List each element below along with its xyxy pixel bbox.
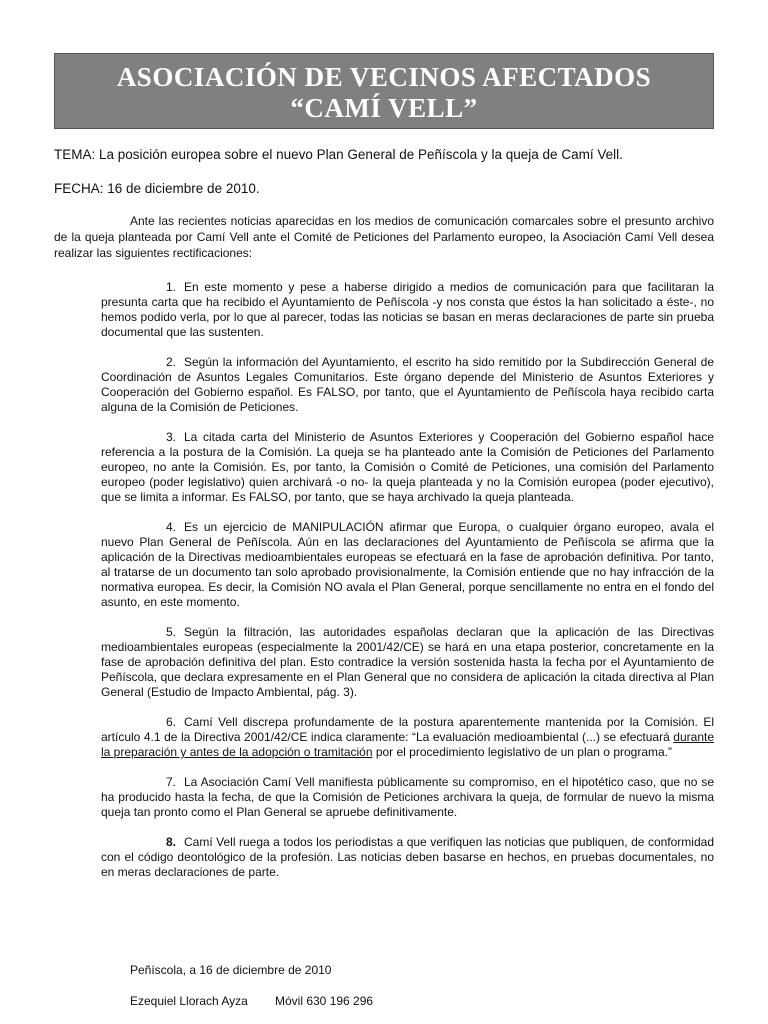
item-number: 4. bbox=[165, 520, 176, 534]
item-number: 2. bbox=[165, 355, 176, 369]
item-text: La Asociación Camí Vell manifiesta públicamente su compromiso, en el hipotético caso, que no se ha producido hasta la fecha, de que la Comisión de Peticiones archivara la queja, de formular de nuevo la misma queja tan pronto como el Plan General se apruebe definitivamente. bbox=[101, 775, 714, 819]
list-item bbox=[101, 715, 714, 760]
item-text: Según la filtración, las autoridades españolas declaran que la aplicación de las Directivas medioambientales europeas (especialmente la 2001/42/CE) se hará en una etapa posterior, concretamente en la fase de aprobación definitiva del plan. Esto contradice la versión sostenida hasta la fecha por el Ayuntamiento de Peñíscola, que declara expresamente en el Plan General que no considera de aplicación la citada directiva al Plan General (Estudio de Impacto Ambiental, pág. 3). bbox=[101, 625, 714, 699]
item-number: 6. bbox=[165, 715, 176, 729]
intro-text: Ante las recientes noticias aparecidas en los medios de comunicación comarcales sobre el presunto archivo de la queja planteada por Camí Vell ante el Comité de Peticiones del Parlamento europeo, la Asociación Camí Vell desea realizar las siguientes rectificaciones: bbox=[54, 214, 714, 260]
list-item bbox=[101, 775, 714, 820]
list-item bbox=[101, 625, 714, 700]
place-date: Peñíscola, a 16 de diciembre de 2010 bbox=[130, 963, 332, 977]
list-item bbox=[101, 280, 714, 340]
list-item bbox=[101, 355, 714, 415]
rectifications-list bbox=[101, 280, 714, 895]
item-text: Según la información del Ayuntamiento, el escrito ha sido remitido por la Subdirección General de Coordinación de Asuntos Legales Comunitarios. Este órgano depende del Ministerio de Asuntos Exteriores y Cooperación del Gobierno español. Es FALSO, por tanto, que el Ayuntamiento de Peñíscola haya recibido carta alguna de la Comisión de Peticiones. bbox=[101, 355, 714, 414]
intro-paragraph bbox=[54, 213, 714, 261]
item-text: Camí Vell ruega a todos los periodistas a que verifiquen las noticias que publiquen, de conformidad con el código deontológico de la profesión. Las noticias deben basarse en hechos, en pruebas documentales, no en meras declaraciones de parte. bbox=[101, 835, 714, 879]
list-item bbox=[101, 835, 714, 880]
item-number: 8. bbox=[165, 835, 176, 849]
phone-number: Móvil 630 196 296 bbox=[275, 994, 374, 1008]
item-text: Es un ejercicio de MANIPULACIÓN afirmar que Europa, o cualquier órgano europeo, avala el nuevo Plan General de Peñíscola. Aún en las declaraciones del Ayuntamiento de Peñíscola se afirma que la aplicación de la Directivas medioambientales europeas se efectuará en la fase de aprobación definitiva. Por tanto, al tratarse de un documento tan solo aprobado provisionalmente, la Comisión entiende que no hay infracción de la normativa europea. Es decir, la Comisión NO avala el Plan General, porque sencillamente no entra en el fondo del asunto, en este momento. bbox=[101, 520, 714, 609]
list-item bbox=[101, 520, 714, 610]
item-text: Camí Vell discrepa profundamente de la postura aparentemente mantenida por la Comisión. El artículo 4.1 de la Directiva 2001/42/CE indica claramente: “La evaluación medioambiental (...) se efectuará bbox=[101, 715, 714, 744]
title-banner bbox=[54, 53, 714, 129]
title-line-1: ASOCIACIÓN DE VECINOS AFECTADOS bbox=[116, 62, 652, 92]
title-line-2: “CAMÍ VELL” bbox=[290, 93, 478, 123]
item-text: En este momento y pese a haberse dirigido a medios de comunicación para que facilitaran la presunta carta que ha recibido el Ayuntamiento de Peñíscola -y nos consta que éstos la han solicitado a éste-, no hemos podido verla, por lo que al parecer, todas las noticias se basan en meras declaraciones de parte sin prueba documental que las sustenten. bbox=[101, 280, 714, 339]
item-text: La citada carta del Ministerio de Asuntos Exteriores y Cooperación del Gobierno español hace referencia a la postura de la Comisión. La queja se ha planteado ante la Comisión de Peticiones del Parlamento europeo, no ante la Comisión. Es, por tanto, la Comisión o Comité de Peticiones, una comisión del Parlamento europeo (poder legislativo) quien archivará -o no- la queja planteada y no la Comisión europea (poder ejecutivo), que se limita a informar. Es FALSO, por tanto, que se haya archivado la queja planteada. bbox=[101, 430, 714, 504]
fecha-line: FECHA: 16 de diciembre de 2010. bbox=[54, 181, 260, 196]
item-number: 5. bbox=[165, 625, 176, 639]
item-number: 7. bbox=[165, 775, 176, 789]
item-number: 1. bbox=[165, 280, 176, 294]
tema-line: TEMA: La posición europea sobre el nuevo Plan General de Peñíscola y la queja de Camí Vell. bbox=[54, 147, 623, 162]
item-text-after: por el procedimiento legislativo de un plan o programa.” bbox=[372, 745, 673, 759]
item-text-underlined: durante la preparación y antes de la adopción o tramitación bbox=[101, 730, 714, 759]
item-number: 3. bbox=[165, 430, 176, 444]
signature-name: Ezequiel Llorach Ayza bbox=[130, 994, 248, 1008]
list-item bbox=[101, 430, 714, 505]
